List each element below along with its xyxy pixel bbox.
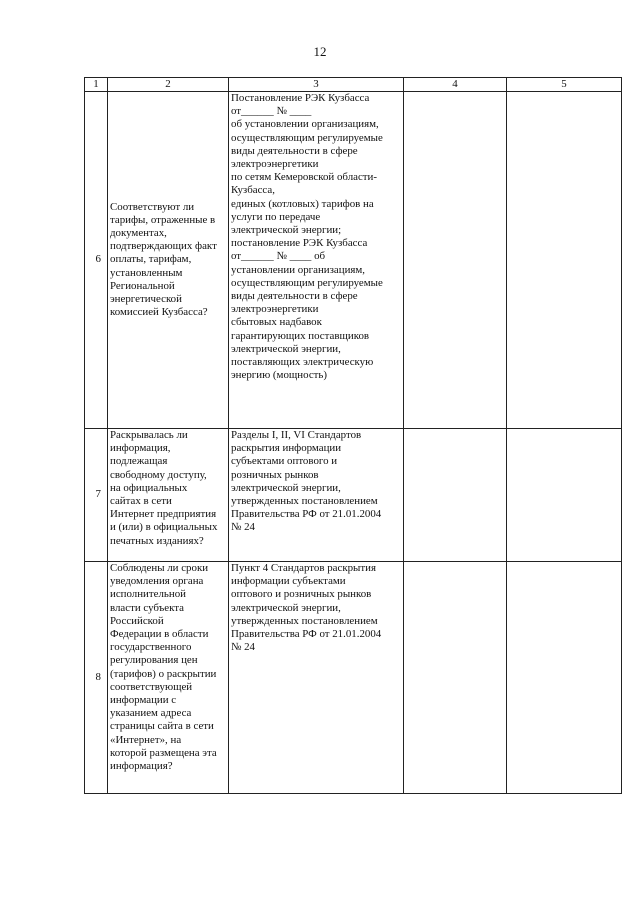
table-row xyxy=(85,429,622,562)
row-number: 8 xyxy=(85,562,108,794)
header-cell-2: 2 xyxy=(108,78,229,92)
row-number: 7 xyxy=(85,429,108,562)
question-cell: Соблюдены ли сроки уведомления органа исполнительной власти субъекта Российской Федерации в области государственного регулирования цен (тарифов) о раскрытии соответствующей информации с указанием адреса страницы сайта в сети «Интернет», на которой размещена эта информация? xyxy=(108,562,229,794)
header-cell-5: 5 xyxy=(507,78,622,92)
answer-cell xyxy=(404,429,507,562)
header-cell-4: 4 xyxy=(404,78,507,92)
note-cell xyxy=(507,92,622,429)
note-cell xyxy=(507,562,622,794)
answer-cell xyxy=(404,562,507,794)
header-cell-3: 3 xyxy=(229,78,404,92)
reference-cell: Разделы I, II, VI Стандартов раскрытия информации субъектами оптового и розничных рынков электрической энергии, утвержденных постановлением Правительства РФ от 21.01.2004 № 24 xyxy=(229,429,404,562)
table-row xyxy=(85,562,622,794)
reference-cell: Пункт 4 Стандартов раскрытия информации субъектами оптового и розничных рынков электрической энергии, утвержденных постановлением Правительства РФ от 21.01.2004 № 24 xyxy=(229,562,404,794)
answer-cell xyxy=(404,92,507,429)
reference-cell: Постановление РЭК Кузбасса от______ № ____ об установлении организациям, осуществляющим регулируемые виды деятельности в сфере электроэнергетики по сетям Кемеровской области- Кузбасса, единых (котловых) тарифов на услуги по передаче электрической энергии; постановление РЭК Кузбасса от______ № ____ об установлении организациям, осуществляющим регулируемые виды деятельности в сфере электроэнергетики сбытовых надбавок гарантирующих поставщиков электрической энергии, поставляющих электрическую энергию (мощность) xyxy=(229,92,404,429)
header-cell-1: 1 xyxy=(85,78,108,92)
question-cell: Раскрывалась ли информация, подлежащая свободному доступу, на официальных сайтах в сети Интернет предприятия и (или) в официальных печатных изданиях? xyxy=(108,429,229,562)
table-row xyxy=(85,92,622,429)
checklist-table xyxy=(84,77,622,794)
page-number: 12 xyxy=(313,44,327,59)
note-cell xyxy=(507,429,622,562)
header-row xyxy=(85,78,622,92)
question-cell: Соответствуют ли тарифы, отраженные в документах, подтверждающих факт оплаты, тарифам, установленным Региональной энергетической комиссией Кузбасса? xyxy=(108,92,229,429)
row-number: 6 xyxy=(85,92,108,429)
